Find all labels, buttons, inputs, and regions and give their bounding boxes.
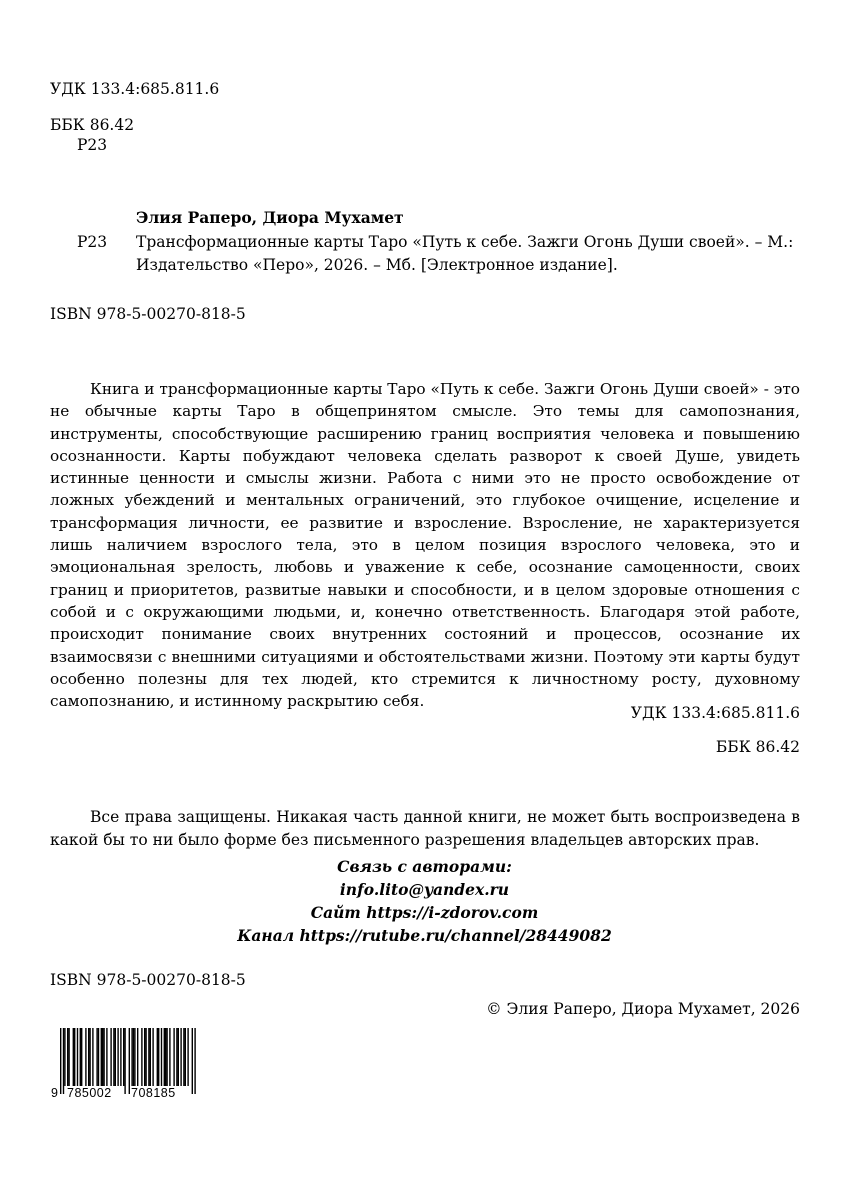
barcode-bar — [141, 1028, 142, 1086]
contact-email[interactable]: info.lito@yandex.ru — [339, 880, 510, 899]
barcode-bar — [73, 1028, 74, 1086]
barcode-bar — [185, 1028, 186, 1086]
barcode-bar — [148, 1028, 149, 1086]
bib-author-sign: Р23 — [77, 233, 108, 251]
barcode-bar — [115, 1028, 116, 1086]
barcode-bar — [68, 1028, 69, 1086]
barcode-bar — [150, 1028, 151, 1086]
barcode-bar — [101, 1028, 102, 1086]
barcode-bar — [157, 1028, 158, 1086]
barcode-bar — [120, 1028, 121, 1086]
barcode-bar — [161, 1028, 162, 1086]
annotation-paragraph: Книга и трансформационные карты Таро «Путь к себе. Зажги Огонь Души своей» - это не обычные карты Таро в общепринятом смысле. Это темы для самопознания, инструменты, способствующие расширению границ восприятия человека и повышению осознанности. Карты побуждают человека сделать разворот к своей Душе, увидеть истинные ценности и смыслы жизни. Работа с ними это не просто освобождение от ложных убеждений и ментальных ограничений, это глубокое очищение, исцеление и трансформация личности, ее развитие и взросление. Взросление, не характеризуется лишь наличием взрослого тела, это в целом позиция взрослого человека, это и эмоциональная зрелость, любовь и уважение к себе, осознание самоценности, своих границ и приоритетов, развитые навыки и способности, и в целом здоровые отношения с собой и с окружающими людьми, и, конечно ответственность. Благодаря этой работе, происходит понимание своих внутренних состояний и процессов, осознание их взаимосвязи с внешними ситуациями и обстоятельствами жизни. Поэтому эти карты будут особенно полезны для тех людей, кто стремится к личностному росту, духовному самопознанию, и истинному раскрытию себя. — [50, 380, 800, 711]
barcode-bar — [64, 1028, 65, 1086]
isbn-barcode — [50, 1028, 196, 1101]
barcode-bar — [183, 1028, 184, 1086]
rights-paragraph: Все права защищены. Никакая часть данной книги, не может быть воспроизведена в какой бы то ни было форме без письменного разрешения владельцев авторских прав. — [50, 808, 800, 849]
barcode-bar — [80, 1028, 81, 1086]
barcode-bar — [113, 1028, 114, 1086]
barcode-bar — [67, 1028, 68, 1086]
barcode-bar — [164, 1028, 165, 1086]
udk-code: УДК 133.4:685.811.6 — [50, 80, 220, 98]
barcode-bar — [180, 1028, 181, 1086]
barcode-bar — [137, 1028, 138, 1086]
barcode-digits-left: 785002 — [67, 1086, 112, 1100]
barcode-bar — [85, 1028, 86, 1086]
udk-code-right: УДК 133.4:685.811.6 — [630, 704, 800, 722]
contact-heading: Связь с авторами: — [337, 857, 512, 876]
authors: Элия Раперо, Диора Мухамет — [136, 208, 404, 227]
copyright: © Элия Раперо, Диора Мухамет, 2026 — [486, 1000, 800, 1018]
barcode-bar — [158, 1028, 159, 1086]
barcode-bar — [96, 1028, 97, 1086]
bbk-code-right: ББК 86.42 — [715, 738, 800, 756]
barcode-bar — [124, 1028, 125, 1094]
barcode-bar — [88, 1028, 89, 1086]
barcode-bar — [145, 1028, 146, 1086]
barcode-bar — [165, 1028, 166, 1086]
isbn-bottom: ISBN 978-5-00270-818-5 — [50, 971, 246, 989]
barcode-bar — [152, 1028, 153, 1086]
barcode-bar — [169, 1028, 170, 1086]
bib-publisher-line: Издательство «Перо», 2026. – Мб. [Электронное издание]. — [136, 256, 618, 274]
barcode-bar — [77, 1028, 78, 1086]
barcode-bar — [178, 1028, 179, 1086]
barcode-bar — [110, 1028, 111, 1086]
barcode-bar — [92, 1028, 93, 1086]
barcode-bars — [50, 1028, 196, 1094]
barcode-bar — [144, 1028, 145, 1086]
barcode-bar — [103, 1028, 104, 1086]
barcode-bar — [134, 1028, 135, 1086]
barcode-bar — [81, 1028, 82, 1086]
barcode-bar — [106, 1028, 107, 1086]
contact-site[interactable]: Сайт https://i-zdorov.com — [310, 903, 539, 922]
barcode-bar — [74, 1028, 75, 1086]
bib-title-line: Трансформационные карты Таро «Путь к себе. Зажги Огонь Души своей». – М.: — [136, 233, 794, 251]
barcode-bar — [89, 1028, 90, 1086]
barcode-bar — [129, 1028, 130, 1094]
bbk-code: ББК 86.42 — [50, 116, 135, 134]
barcode-bar — [63, 1028, 64, 1094]
barcode-bar — [98, 1028, 99, 1086]
barcode-bar — [133, 1028, 134, 1086]
barcode-bar — [187, 1028, 188, 1086]
barcode-bar — [176, 1028, 177, 1086]
barcode-bar — [117, 1028, 118, 1086]
isbn-top: ISBN 978-5-00270-818-5 — [50, 305, 246, 323]
barcode-bar — [131, 1028, 132, 1086]
barcode-bar — [60, 1028, 61, 1094]
barcode-bar — [123, 1028, 124, 1086]
contact-channel[interactable]: Канал https://rutube.ru/channel/28449082 — [237, 926, 612, 945]
barcode-bar — [194, 1028, 195, 1094]
barcode-bar — [173, 1028, 174, 1086]
author-sign: Р23 — [77, 136, 108, 154]
barcode-bar — [102, 1028, 103, 1086]
barcode-digits-right: 708185 — [131, 1086, 176, 1100]
barcode-bar — [166, 1028, 167, 1086]
barcode-digit-first: 9 — [51, 1086, 59, 1100]
barcode-bar — [192, 1028, 193, 1094]
